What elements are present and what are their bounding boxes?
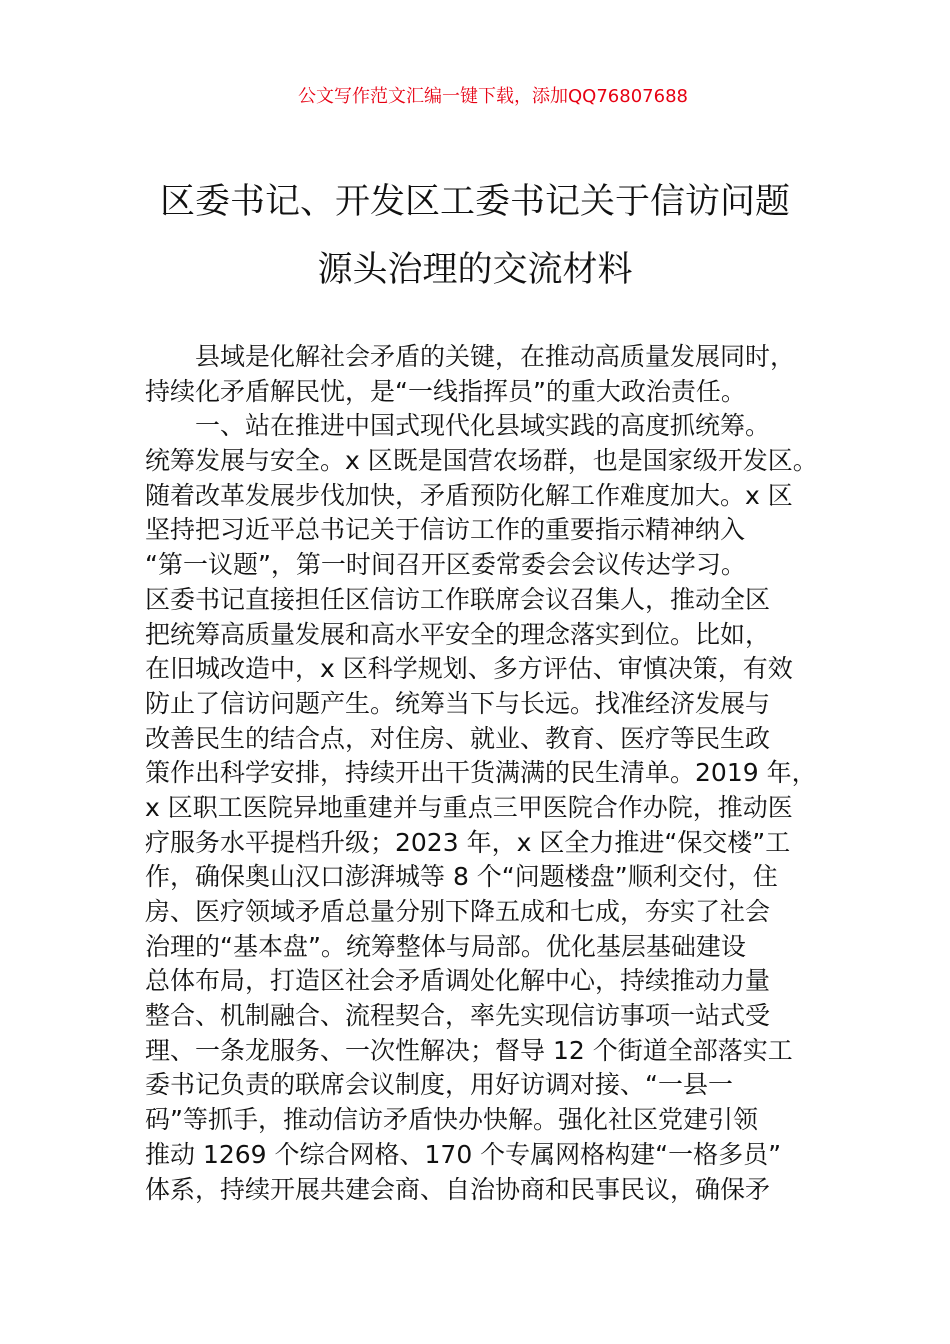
- body-text-line: 房、医疗领域矛盾总量分别下降五成和七成，夯实了社会: [145, 897, 771, 926]
- body-text-line: 一、站在推进中国式现代化县域实践的高度抓统筹。: [195, 411, 771, 441]
- body-text-line: 统筹发展与安全。x 区既是国营农场群，也是国家级开发区。: [145, 446, 818, 476]
- body-text-line: 整合、机制融合、流程契合，率先实现信访事项一站式受: [145, 1001, 771, 1031]
- body-text-line: 防止了信访问题产生。统筹当下与长远。找准经济发展与: [145, 688, 771, 718]
- body-text-line: 县域是化解社会矛盾的关键，在推动高质量发展同时，: [195, 342, 796, 371]
- document-title-line-2: 源头治理的交流材料: [317, 250, 633, 290]
- body-text-line: 作，确保奥山汉口澎湃城等 8 个“问题楼盘”顺利交付，住: [145, 862, 778, 892]
- body-text-line: 把统筹高质量发展和高水平安全的理念落实到位。比如，: [145, 619, 771, 649]
- document-title-line-1: 区委书记、开发区工委书记关于信访问题: [159, 182, 790, 222]
- body-text-line: 改善民生的结合点，对住房、就业、教育、医疗等民生政: [145, 723, 771, 753]
- body-text-line: 总体布局，打造区社会矛盾调处化解中心，持续推动力量: [145, 966, 771, 996]
- body-text-line: 治理的“基本盘”。统筹整体与局部。优化基层基础建设: [145, 931, 746, 961]
- body-text-line: 持续化矛盾解民忧，是“一线指挥员”的重大政治责任。: [145, 376, 746, 406]
- body-text-line: 坚持把习近平总书记关于信访工作的重要指示精神纳入: [145, 515, 746, 545]
- body-text-line: 随着改革发展步伐加快，矛盾预防化解工作难度加大。x 区: [145, 480, 793, 510]
- body-text-line: 码”等抓手，推动信访矛盾快办快解。强化社区党建引领: [145, 1105, 758, 1135]
- body-text-line: 理、一条龙服务、一次性解决；督导 12 个街道全部落实工: [145, 1035, 793, 1065]
- body-text-line: 委书记负责的联席会议制度，用好访调对接、“一县一: [145, 1070, 733, 1100]
- promo-header: 公文写作范文汇编一键下载，添加QQ76807688: [298, 86, 688, 107]
- body-text-line: 策作出科学安排，持续开出干货满满的民生清单。2019 年，: [145, 758, 817, 788]
- document-body: [145, 340, 845, 1207]
- body-text-line: x 区职工医院异地重建并与重点三甲医院合作办院，推动医: [145, 792, 793, 822]
- body-text-line: “第一议题”，第一时间召开区委常委会会议传达学习。: [145, 550, 746, 580]
- body-text-line: 推动 1269 个综合网格、170 个专属网格构建“一格多员”: [145, 1139, 782, 1169]
- body-text-line: 体系，持续开展共建会商、自治协商和民事民议，确保矛: [145, 1174, 771, 1204]
- body-text-line: 区委书记直接担任区信访工作联席会议召集人，推动全区: [145, 584, 771, 614]
- body-text-line: 疗服务水平提档升级；2023 年，x 区全力推进“保交楼”工: [145, 827, 791, 857]
- body-text-line: 在旧城改造中，x 区科学规划、多方评估、审慎决策，有效: [145, 654, 793, 684]
